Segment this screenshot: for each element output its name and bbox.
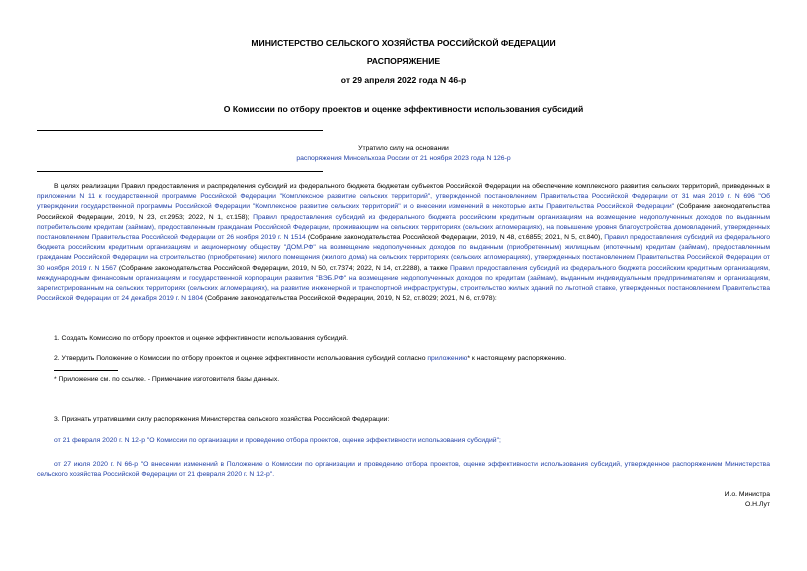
signature-name: О.Н.Лут [744,501,770,508]
item-2 [54,354,566,364]
status-line: Утратило силу на основании [358,145,449,152]
item-1: 1. Создать Комиссию по отбору проектов и оценке эффективности использования субсидий. [54,335,349,342]
footnote: * Приложение см. по ссылке. - Примечание изготовителя базы данных. [54,376,280,383]
link-rules-1804[interactable]: Правил предоставления субсидий из федерального бюджета российским кредитным организациям, международным финансовым организациям и государственной корпорации развития "ВЭБ.РФ" на возмещение недополученных доходов по кредитам (займам), выданным индивидуальным предпринимателям и организациям, зарегистрированным на сельских территориях (сельских агломерациях), на развитие инженерной и транспортной инфраструктуры, строительство жилых зданий по льготной ставке, утвержденных постановлением Правительства Российской Федерации от 24 декабря 2019 г. N 1804 [37,264,770,303]
signature-position: И.о. Министра [724,491,770,498]
link-rules-1514[interactable]: Правил предоставления субсидий из федерального бюджета российским кредитным организациям на возмещение недополученных доходов по выданным потребительским кредитам (займам), предоставленным гражданам Российской Федерации, проживающим на сельских территориях (сельских агломерациях), на повышение уровня благоустройства домовладений, утвержденных постановлением Правительства Российской Федерации от 26 ноября 2019 г. N 1514 [37,213,770,242]
preamble-text: (Собрание законодательства Российской Федерации, 2019, N 52, ст.8029; 2021, N 6, ст.978): [203,295,497,303]
document-title: О Комиссии по отбору проектов и оценке эффективности использования субсидий [223,104,584,114]
divider-line [37,130,323,131]
preamble-text: В целях реализации Правил предоставления и распределения субсидий из федерального бюджета бюджетам субъектов Российской Федерации на обеспечение комплексного развития сельских территорий, приведенных в [54,183,770,190]
link-gosprogramma[interactable]: приложении N 11 к государственной программе Российской Федерации "Комплексное развитие сельских территорий", утвержденной постановлением Правительства Российской Федерации от 31 мая 2019 г. N 696 "Об утверждении государственной программы Российской Федерации "Комплексное развитие сельских территорий" и о внесении изменений в некоторые акты Правительства Российской Федерации" [37,193,770,211]
document-type: РАСПОРЯЖЕНИЕ [366,56,441,66]
document-date-number: от 29 апреля 2022 года N 46-р [340,75,467,85]
ministry-heading: МИНИСТЕРСТВО СЕЛЬСКОГО ХОЗЯЙСТВА РОССИЙСКОЙ ФЕДЕРАЦИИ [251,38,556,48]
preamble-text: (Собрание законодательства Российской Федерации, 2019, N 48, ст.6855; 2021, N 5, ст.840), [305,234,605,242]
preamble-text: (Собрание законодательства Российской Федерации, 2019, N 23, ст.2953; 2022, N 1, ст.158); [37,203,770,221]
item-2-text: 2. Утвердить Положение о Комиссии по отбору проектов и оценке эффективности использования субсидий согласно [54,355,428,362]
preamble-text: (Собрание законодательства Российской Федерации, 2019, N 50, ст.7374; 2022, N 14, ст.2288), а также [116,264,450,272]
item-3: 3. Признать утратившими силу распоряжения Министерства сельского хозяйства Российской Федерации: [54,416,390,423]
item-2-tail: * к настоящему распоряжению. [467,355,567,362]
item-3b-link[interactable]: от 27 июля 2020 г. N 66-р "О внесении изменений в Положение о Комиссии по организации и проведению отбора проектов, оценке эффективности использования субсидий, утвержденное распоряжением Министерства сельского хозяйства Российской Федерации от 21 февраля 2020 г. N 12-р". [37,461,770,479]
link-rules-1567[interactable]: Правил предоставления субсидий из федерального бюджета российским кредитным организациям и акционерному обществу "ДОМ.РФ" на возмещение недополученных доходов по выданным (приобретенным) жилищным (ипотечным) кредитам (займам), предоставленным гражданам Российской Федерации на строительство (приобретение) жилого помещения (жилого дома) на сельских территориях (сельских агломерациях), утвержденных постановлением Правительства Российской Федерации от 30 ноября 2019 г. N 1567 [37,234,770,272]
footnote-divider [54,370,118,371]
status-link[interactable]: распоряжения Минсельхоза России от 21 ноября 2023 года N 126-р [296,155,511,162]
preamble-paragraph [37,182,770,304]
link-appendix[interactable]: приложению [427,355,468,362]
item-3a-link[interactable]: от 21 февраля 2020 г. N 12-р "О Комиссии по организации и проведению отбора проектов, оценке эффективности использования субсидий"; [54,437,501,444]
divider-line [37,171,323,172]
